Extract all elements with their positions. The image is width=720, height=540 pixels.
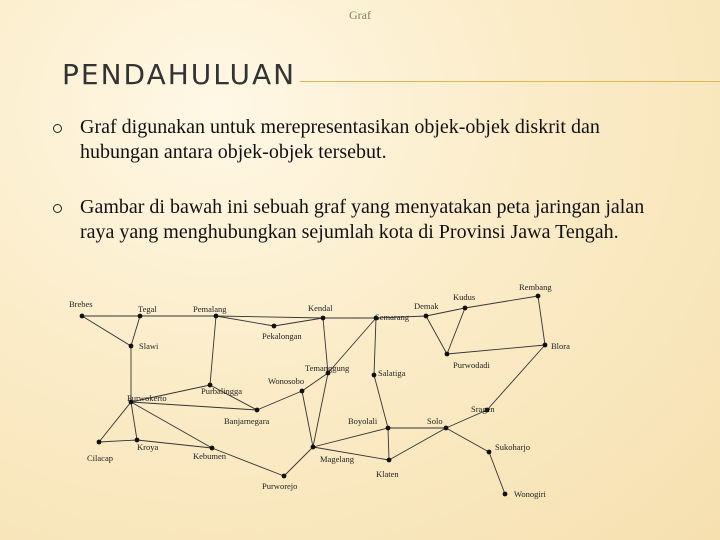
city-node-wonosobo xyxy=(300,389,305,394)
road-edge-semarang-salatiga xyxy=(374,318,376,375)
city-label-rembang: Rembang xyxy=(519,282,552,292)
bullet-1-text: Graf digunakan untuk merepresentasikan objek-objek diskrit dan hubungan antara objek-objek tersebut. xyxy=(80,116,600,163)
road-edge-pemalang-purbalingga xyxy=(210,316,216,385)
city-node-kendal xyxy=(321,316,326,321)
city-label-purbalingga: Purbalingga xyxy=(201,386,243,396)
city-label-temanggung: Temanggung xyxy=(305,363,350,373)
city-node-solo xyxy=(444,426,449,431)
road-edge-klaten-boyolali xyxy=(388,428,389,460)
city-label-sukoharjo: Sukoharjo xyxy=(495,442,530,452)
city-label-kudus: Kudus xyxy=(453,292,476,302)
road-edge-temanggung-magelang xyxy=(313,373,328,447)
city-label-purworejo: Purworejo xyxy=(262,481,298,491)
road-edge-banjarnegara-wonosobo xyxy=(257,391,302,410)
city-label-sragen: Sragen xyxy=(471,404,495,414)
road-edge-pemalang-pekalongan xyxy=(216,316,274,326)
city-node-cilacap xyxy=(97,440,102,445)
road-edge-solo-sukoharjo xyxy=(446,428,489,452)
road-edge-kudus-purwodadi xyxy=(447,308,465,354)
city-node-purworejo xyxy=(282,474,287,479)
city-node-sukoharjo xyxy=(487,450,492,455)
city-node-brebes xyxy=(80,314,85,319)
bullet-2-text: Gambar di bawah ini sebuah graf yang menyatakan peta jaringan jalan raya yang menghubungkan sejumlah kota di Provinsi Jawa Tengah. xyxy=(80,196,645,243)
city-label-kendal: Kendal xyxy=(308,303,333,313)
road-edge-purwokerto-banjarnegara xyxy=(131,402,257,410)
road-edge-magelang-boyolali xyxy=(313,428,388,447)
city-node-banjarnegara xyxy=(255,408,260,413)
road-edge-brebes-slawi xyxy=(82,316,131,346)
road-edge-blora-sragen xyxy=(487,345,545,410)
city-label-magelang: Magelang xyxy=(320,454,354,464)
city-label-demak: Demak xyxy=(414,301,439,311)
road-edge-solo-klaten xyxy=(389,428,446,460)
road-edge-wonosobo-magelang xyxy=(302,391,313,447)
city-node-klaten xyxy=(387,458,392,463)
city-label-kebumen: Kebumen xyxy=(193,451,227,461)
city-label-kroya: Kroya xyxy=(137,442,159,452)
road-edge-pekalongan-kendal xyxy=(274,318,323,326)
road-edge-kudus-rembang xyxy=(465,296,538,308)
city-label-klaten: Klaten xyxy=(376,469,399,479)
city-node-tegal xyxy=(138,314,143,319)
road-edge-purwodadi-blora xyxy=(447,345,545,354)
city-node-slawi xyxy=(129,344,134,349)
city-label-cilacap: Cilacap xyxy=(87,453,113,463)
road-edge-purwokerto-cilacap xyxy=(99,402,131,442)
city-label-wonosobo: Wonosobo xyxy=(268,376,305,386)
city-label-salatiga: Salatiga xyxy=(378,368,406,378)
city-label-solo: Solo xyxy=(427,416,443,426)
city-node-demak xyxy=(424,314,429,319)
road-edge-sukoharjo-wonogiri xyxy=(489,452,505,494)
city-node-boyolali xyxy=(386,426,391,431)
slide-header: Graf xyxy=(349,8,371,22)
city-node-rembang xyxy=(536,294,541,299)
road-edge-demak-purwodadi xyxy=(426,316,447,354)
road-edge-purwokerto-kroya xyxy=(131,402,137,440)
city-label-boyolali: Boyolali xyxy=(348,416,378,426)
city-node-kebumen xyxy=(210,446,215,451)
city-label-semarang: Semarang xyxy=(375,312,409,322)
city-label-blora: Blora xyxy=(551,341,570,351)
city-node-kudus xyxy=(463,306,468,311)
city-node-purwodadi xyxy=(445,352,450,357)
city-node-magelang xyxy=(311,445,316,450)
city-label-pemalang: Pemalang xyxy=(193,304,227,314)
city-node-blora xyxy=(543,343,548,348)
city-node-pemalang xyxy=(214,314,219,319)
city-label-wonogiri: Wonogiri xyxy=(514,489,546,499)
city-label-banjarnegara: Banjarnegara xyxy=(224,416,270,426)
city-label-slawi: Slawi xyxy=(139,341,159,351)
city-label-purwodadi: Purwodadi xyxy=(453,360,490,370)
city-label-pekalongan: Pekalongan xyxy=(262,331,302,341)
city-label-brebes: Brebes xyxy=(69,299,93,309)
city-label-tegal: Tegal xyxy=(138,304,157,314)
city-label-purwokerto: Purwokerto xyxy=(127,393,167,403)
road-edge-wonosobo-temanggung xyxy=(302,373,328,391)
road-edge-purworejo-magelang xyxy=(284,447,313,476)
road-edge-rembang-blora xyxy=(538,296,545,345)
slide-title: PENDAHULUAN xyxy=(62,58,297,91)
city-node-wonogiri xyxy=(503,492,508,497)
city-node-pekalongan xyxy=(272,324,277,329)
road-edge-cilacap-kroya xyxy=(99,440,137,442)
city-node-salatiga xyxy=(372,373,377,378)
road-edge-pemalang-kendal xyxy=(216,316,323,318)
